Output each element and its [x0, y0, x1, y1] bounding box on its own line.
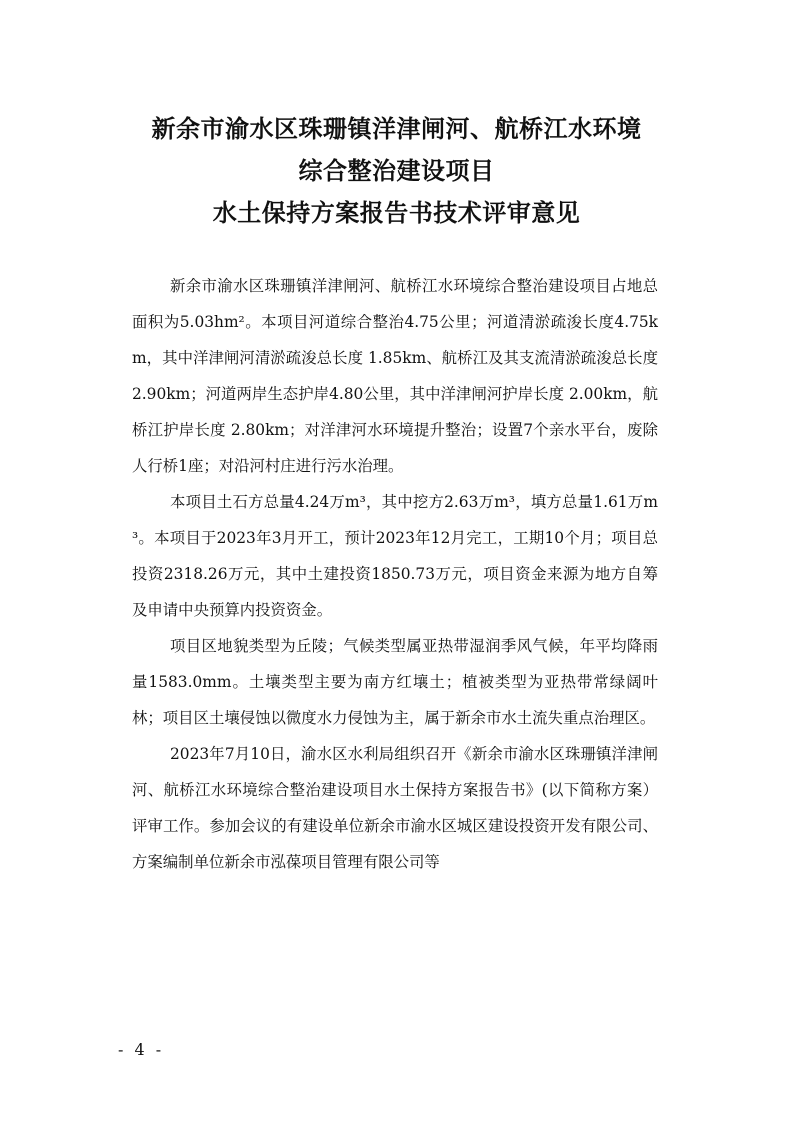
paragraph-natural-conditions: 项目区地貌类型为丘陵；气候类型属亚热带湿润季风气候，年平均降雨量1583.0mm。土壤类型主要为南方红壤土；植被类型为亚热带常绿阔叶林；项目区土壤侵蚀以微度水力侵蚀为主，属于新余市水土流失重点治理区。	[132, 637, 658, 727]
page-number: - 4 -	[118, 1040, 165, 1059]
document-body	[132, 268, 658, 880]
paragraph-project-overview: 新余市渝水区珠珊镇洋津闸河、航桥江水环境综合整治建设项目占地总面积为5.03hm²。本项目河道综合整治4.75公里；河道清淤疏浚长度4.75km，其中洋津闸河清淤疏浚总长度 1.85km、航桥江及其支流清淤疏浚总长度2.90km；河道两岸生态护岸4.80公里，其中洋津闸河护岸长度 2.00km，航桥江护岸长度 2.80km；对洋津河水环境提升整治；设置7个亲水平台，废除人行桥1座；对沿河村庄进行污水治理。	[132, 277, 658, 475]
title-line-1: 新余市渝水区珠珊镇洋津闸河、航桥江水环境	[151, 115, 642, 143]
document-title	[0, 108, 793, 234]
paragraph-earthwork-investment: 本项目土石方总量4.24万m³，其中挖方2.63万m³，填方总量1.61万m³。本项目于2023年3月开工，预计2023年12月完工，工期10个月；项目总投资2318.26万元，其中土建投资1850.73万元，项目资金来源为地方自筹及申请中央预算内投资资金。	[132, 493, 658, 619]
title-line-2: 综合整治建设项目	[298, 157, 495, 185]
paragraph-review-meeting: 2023年7月10日，渝水区水利局组织召开《新余市渝水区珠珊镇洋津闸河、航桥江水环境综合整治建设项目水土保持方案报告书》(以下简称方案）评审工作。参加会议的有建设单位新余市渝水区城区建设投资开发有限公司、方案编制单位新余市泓葆项目管理有限公司等	[132, 745, 658, 871]
title-line-3: 水土保持方案报告书技术评审意见	[212, 199, 581, 227]
